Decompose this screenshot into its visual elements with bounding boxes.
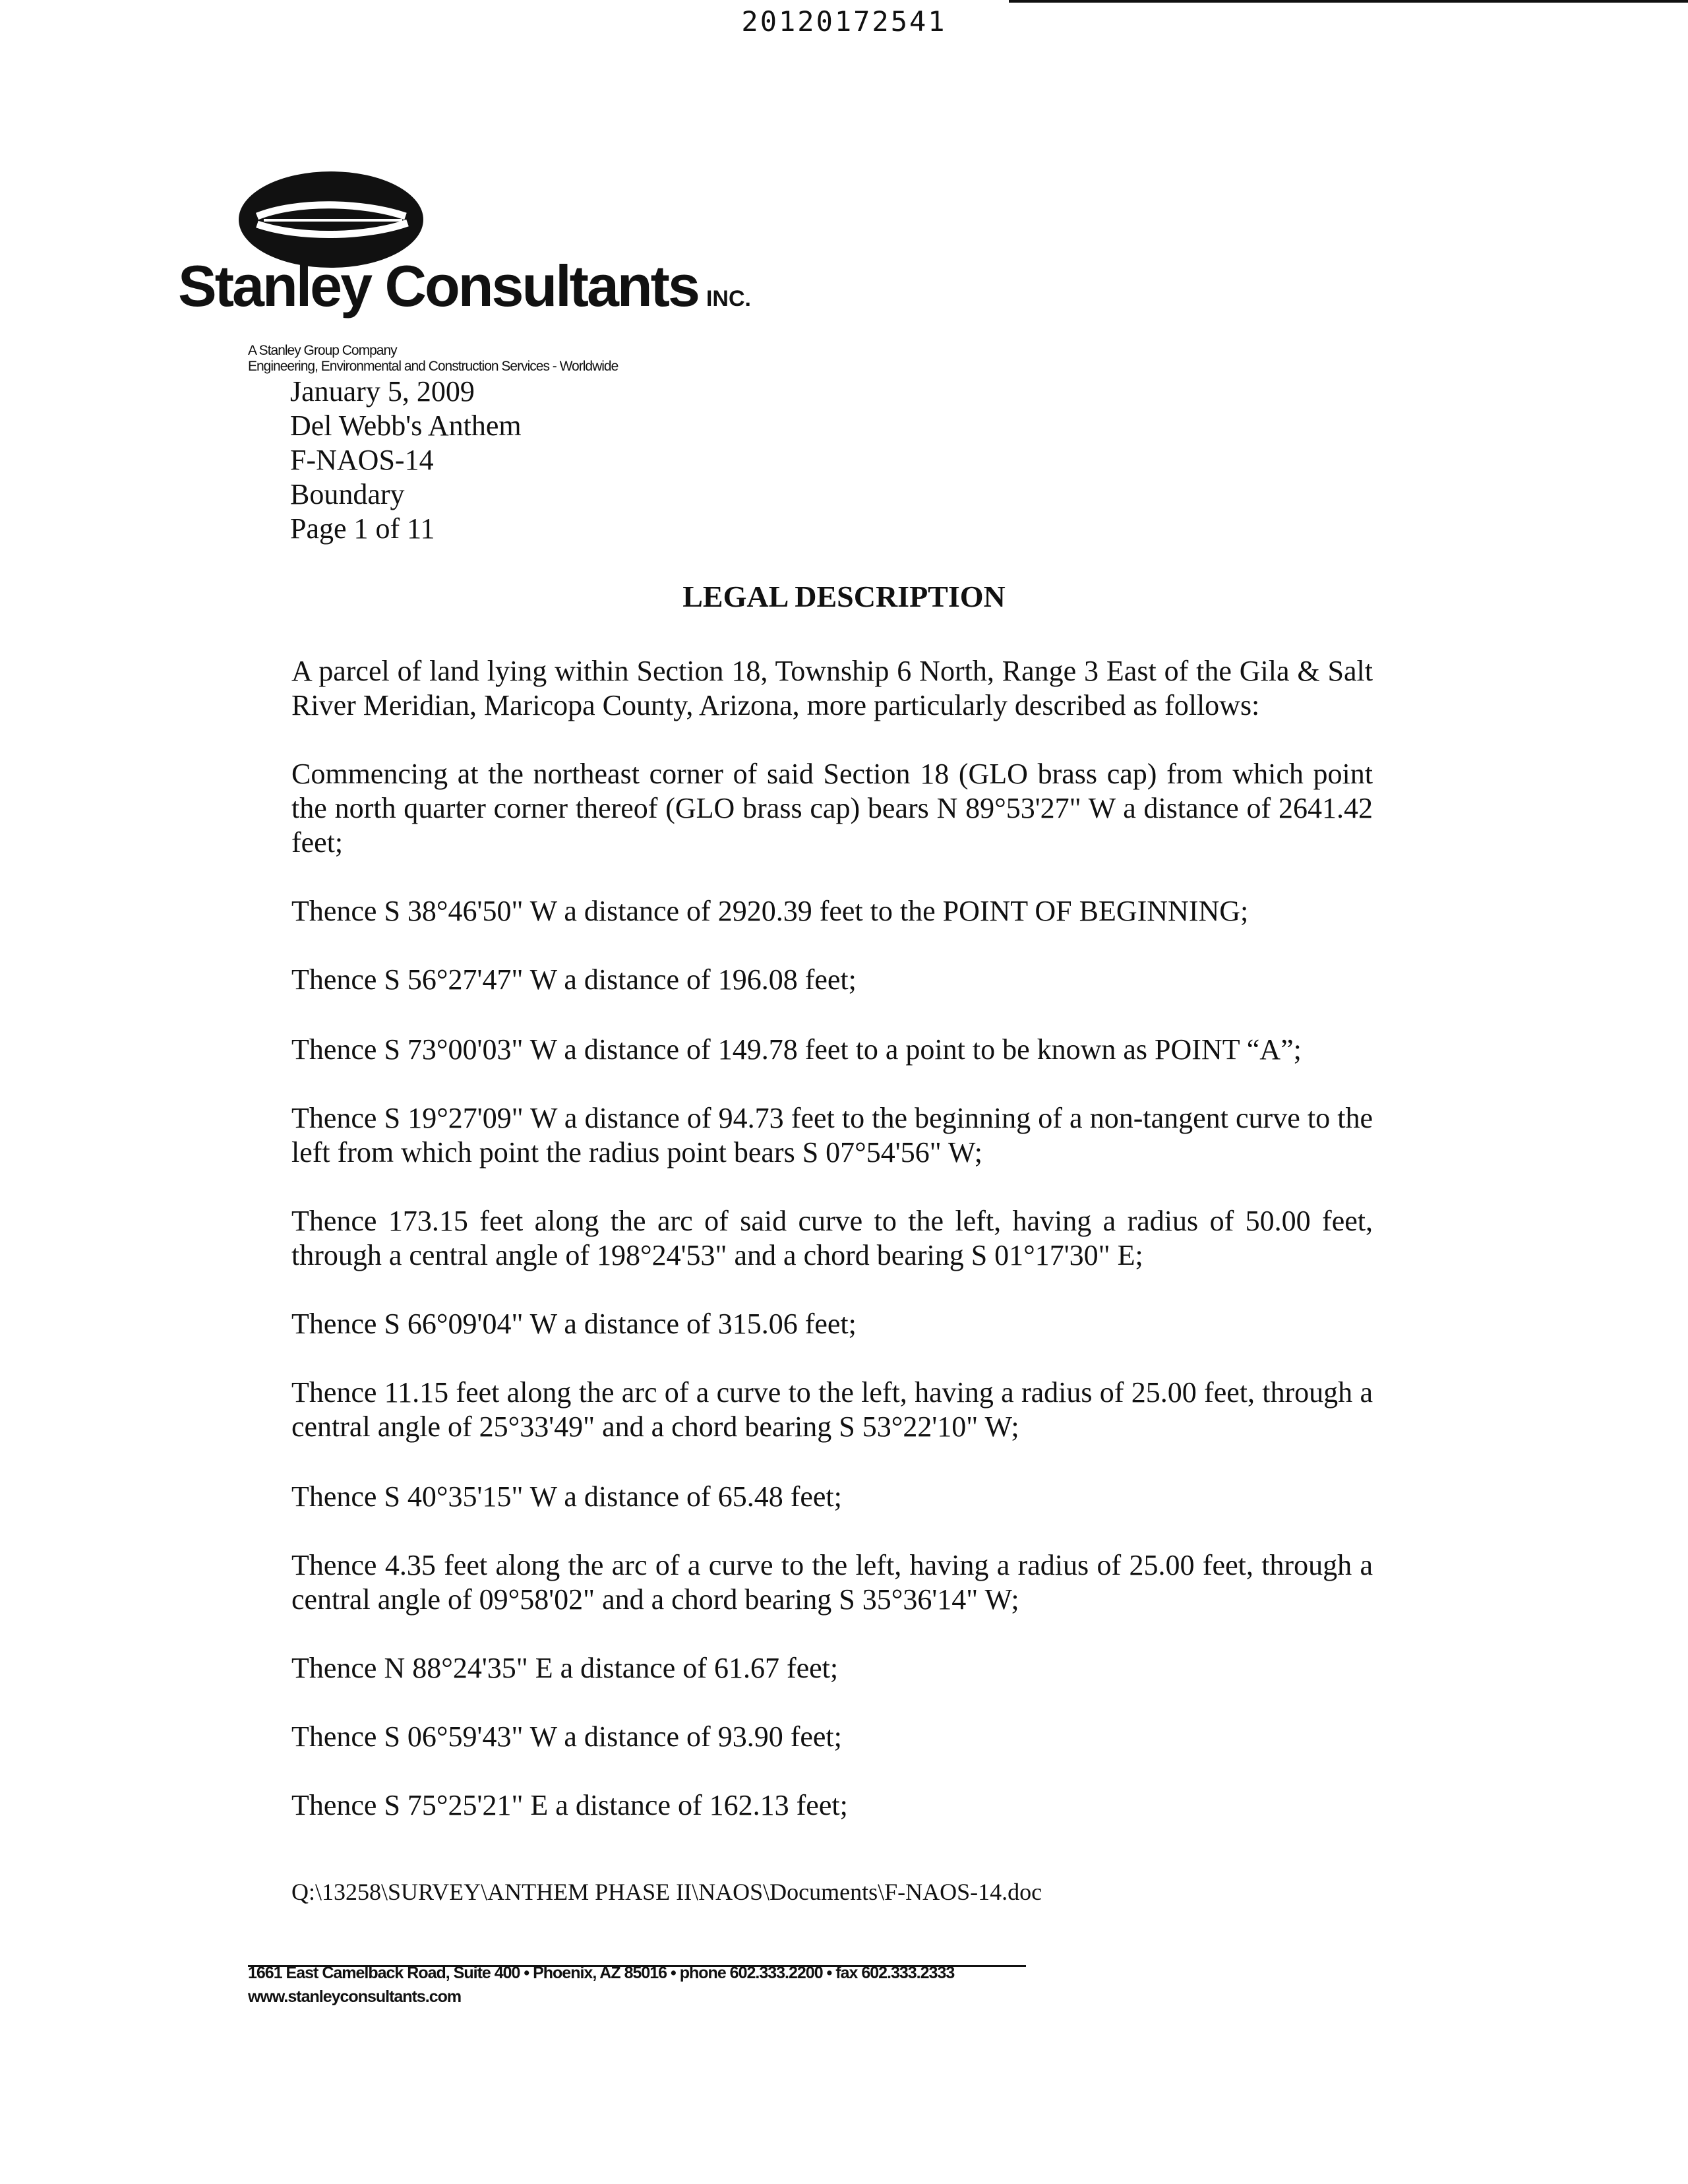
parcel-id: F-NAOS-14	[290, 444, 434, 476]
recording-number: 20120172541	[741, 5, 947, 38]
paragraph-commencing: Commencing at the northeast corner of said Section 18 (GLO brass cap) from which point the north quarter corner thereof (GLO brass cap) bears N 89°53'27" W a distance of 2641.42 feet;	[291, 758, 1373, 859]
paragraph-course-1: Thence S 38°46'50" W a distance of 2920.39 feet to the POINT OF BEGINNING;	[291, 895, 1249, 927]
paragraph-course-10: Thence N 88°24'35" E a distance of 61.67 feet;	[291, 1652, 839, 1684]
company-tagline	[248, 343, 618, 375]
paragraph-course-5: Thence 173.15 feet along the arc of said curve to the left, having a radius of 50.00 feet, through a central angle of 198°24'53" and a chord bearing S 01°17'30" E;	[291, 1205, 1373, 1271]
footer-website: www.stanleyconsultants.com	[248, 1987, 462, 2006]
footer-address: 1661 East Camelback Road, Suite 400 • Phoenix, AZ 85016 • phone 602.333.2200 • fax 602.333.2333	[248, 1964, 955, 1982]
tagline-line-2: Engineering, Environmental and Construction Services - Worldwide	[248, 359, 618, 374]
company-name-text: Stanley Consultants	[178, 253, 698, 318]
page-number: Page 1 of 11	[290, 512, 435, 545]
paragraph-course-2: Thence S 56°27'47" W a distance of 196.08 feet;	[291, 963, 857, 996]
document-title: LEGAL DESCRIPTION	[682, 580, 1006, 613]
paragraph-intro: A parcel of land lying within Section 18, Township 6 North, Range 3 East of the Gila & Salt River Meridian, Maricopa County, Arizona, more particularly described as follows:	[291, 655, 1373, 721]
paragraph-course-12: Thence S 75°25'21" E a distance of 162.13 feet;	[291, 1789, 848, 1821]
document-header	[290, 375, 522, 546]
paragraph-course-4: Thence S 19°27'09" W a distance of 94.73 feet to the beginning of a non-tangent curve to the left from which point the radius point bears S 07°54'56" W;	[291, 1102, 1373, 1168]
tagline-line-1: A Stanley Group Company	[248, 343, 397, 358]
company-name	[178, 253, 751, 318]
top-rule	[1009, 0, 1688, 3]
document-date: January 5, 2009	[290, 375, 475, 408]
file-path: Q:\13258\SURVEY\ANTHEM PHASE II\NAOS\Documents\F-NAOS-14.doc	[291, 1879, 1042, 1905]
paragraph-course-8: Thence S 40°35'15" W a distance of 65.48 feet;	[291, 1480, 842, 1513]
paragraph-course-11: Thence S 06°59'43" W a distance of 93.90 feet;	[291, 1720, 842, 1753]
paragraph-course-6: Thence S 66°09'04" W a distance of 315.06 feet;	[291, 1308, 857, 1340]
project-name: Del Webb's Anthem	[290, 410, 522, 442]
paragraph-course-7: Thence 11.15 feet along the arc of a curve to the left, having a radius of 25.00 feet, through a central angle of 25°33'49" and a chord bearing S 53°22'10" W;	[291, 1376, 1373, 1443]
paragraph-course-3: Thence S 73°00'03" W a distance of 149.78 feet to a point to be known as POINT “A”;	[291, 1033, 1302, 1066]
document-type: Boundary	[290, 478, 405, 510]
paragraph-course-9: Thence 4.35 feet along the arc of a curve to the left, having a radius of 25.00 feet, through a central angle of 09°58'02" and a chord bearing S 35°36'14" W;	[291, 1549, 1373, 1616]
company-suffix: INC.	[706, 286, 751, 311]
